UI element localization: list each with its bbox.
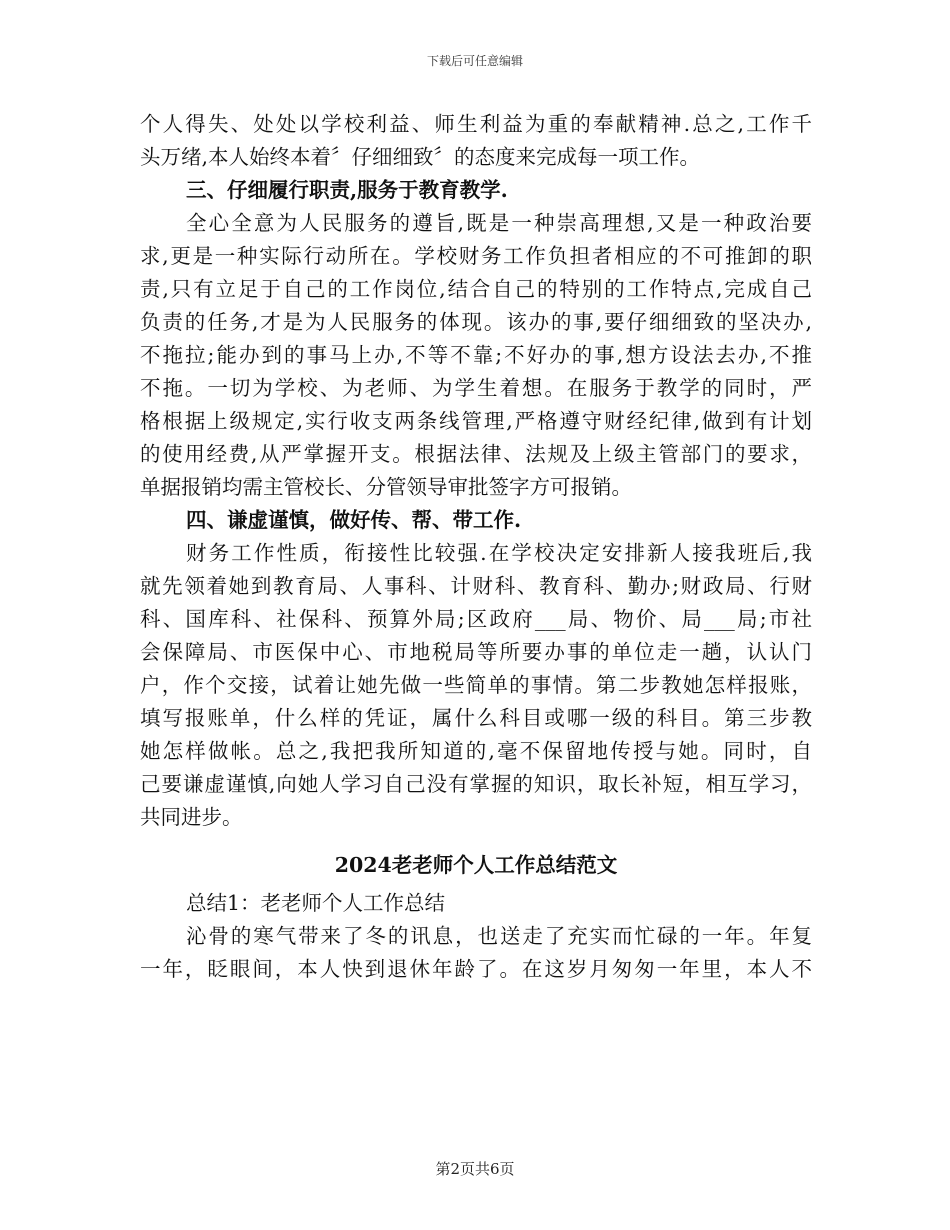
body-line: 责,只有立足于自己的工作岗位,结合自己的特别的工作特点,完成自己 — [140, 277, 812, 301]
body-line: 己要谦虚谨慎,向她人学习自己没有掌握的知识，取长补短，相互学习， — [140, 772, 812, 796]
body-line: 负责的任务,才是为人民服务的体现。该办的事,要仔细细致的坚决办, — [140, 310, 812, 334]
body-line: 财务工作性质，衔接性比较强.在学校决定安排新人接我班后,我 — [186, 541, 812, 565]
body-line: 不拖。一切为学校、为老师、为学生着想。在服务于教学的同时，严 — [140, 376, 812, 400]
body-line: 个人得失、处处以学校利益、师生利益为重的奉献精神.总之,工作千 — [140, 112, 812, 136]
body-line: 科、国库科、社保科、预算外局;区政府___局、物价、局___局;市社 — [140, 607, 812, 631]
body-line: 单据报销均需主管校长、分管领导审批签字方可报销。 — [140, 475, 632, 499]
body-line: 户，作个交接，试着让她先做一些简单的事情。第二步教她怎样报账， — [140, 673, 812, 697]
body-line: 不拖拉;能办到的事马上办,不等不靠;不好办的事,想方设法去办,不推 — [140, 343, 812, 367]
body-line: 求,更是一种实际行动所在。学校财务工作负担者相应的不可推卸的职 — [140, 244, 812, 268]
body-line: 会保障局、市医保中心、市地税局等所要办事的单位走一趟，认认门 — [140, 640, 812, 664]
body-line: 头万绪,本人始终本着〞仔细细致〞的态度来完成每一项工作。 — [140, 145, 701, 169]
body-line: 格根据上级规定,实行收支两条线管理,严格遵守财经纪律,做到有计划 — [140, 409, 812, 433]
body-line: 填写报账单，什么样的凭证，属什么科目或哪一级的科目。第三步教 — [140, 706, 812, 730]
body-line: 一年，眨眼间，本人快到退休年龄了。在这岁月匆匆一年里，本人不 — [140, 957, 812, 981]
body-line: 沁骨的寒气带来了冬的讯息，也送走了充实而忙碌的一年。年复 — [186, 924, 812, 948]
subheading: 总结1：老老师个人工作总结 — [186, 891, 446, 915]
body-line: 她怎样做帐。总之,我把我所知道的,毫不保留地传授与她。同时，自 — [140, 739, 812, 763]
document-body — [140, 108, 812, 986]
body-line: 共同进步。 — [140, 805, 243, 829]
article-title: 2024老老师个人工作总结范文 — [334, 853, 618, 877]
section-heading: 四、谦虚谨慎，做好传、帮、带工作. — [186, 508, 522, 532]
body-line: 的使用经费,从严掌握开支。根据法律、法规及上级主管部门的要求， — [140, 442, 812, 466]
section-heading: 三、仔细履行职责,服务于教育教学. — [186, 178, 508, 202]
page-header: 下载后可任意编辑 — [426, 54, 523, 68]
body-line: 全心全意为人民服务的遵旨,既是一种崇高理想,又是一种政治要 — [186, 211, 812, 235]
body-line: 就先领着她到教育局、人事科、计财科、教育科、勤办;财政局、行财 — [140, 574, 812, 598]
page-number: 第2页共6页 — [435, 1160, 515, 1178]
